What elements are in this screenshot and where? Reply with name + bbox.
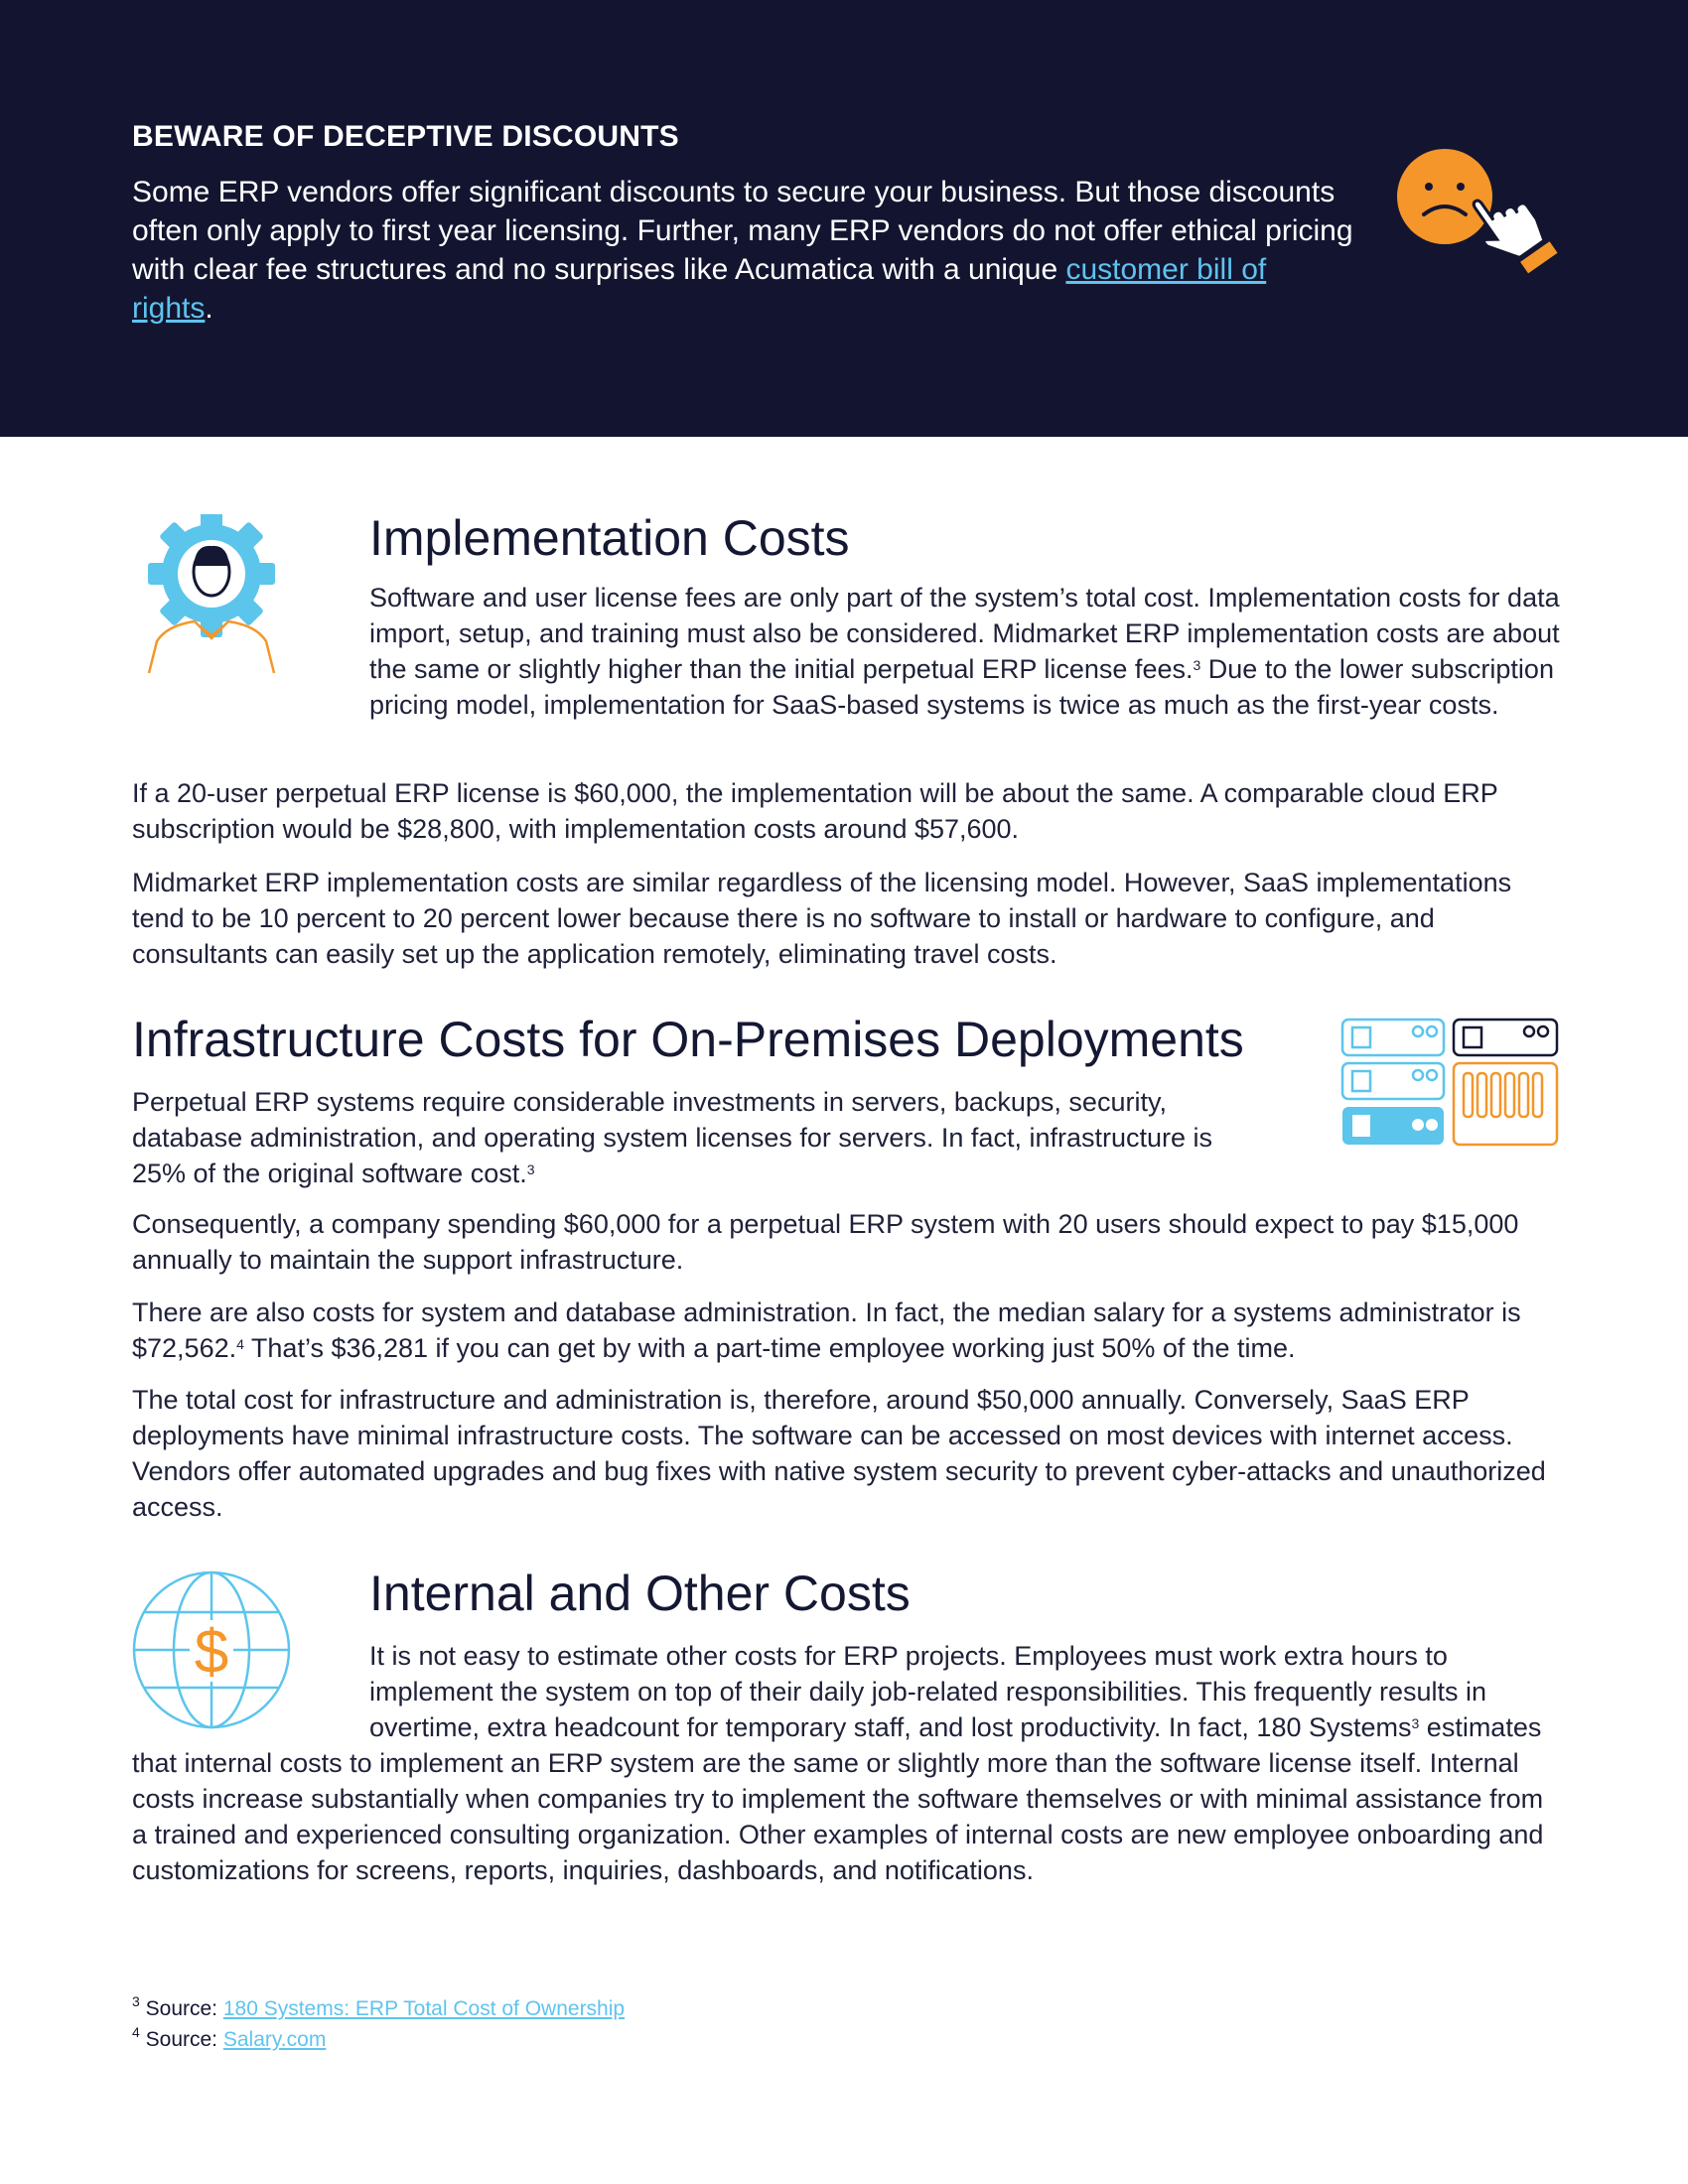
- banner-body: Some ERP vendors offer significant discounts to secure your business. But those discounts often only apply to first year licensing. Further, many ERP vendors do not offer ethical pricing with clear fee structures and no surprises like Acumatica with a unique: [132, 176, 1353, 286]
- infrastructure-p3-text: There are also costs for system and database administration. In fact, the median salary for a systems administrator is $72,562.: [132, 1297, 1521, 1363]
- footnote-label: Source:: [139, 2028, 223, 2051]
- footnote-ref: 4: [236, 1336, 244, 1352]
- infrastructure-p3-text-2: That’s $36,281 if you can get by with a part-time employee working just 50% of the time.: [243, 1333, 1296, 1363]
- banner-trailing: .: [205, 292, 213, 325]
- gear-person-icon: [137, 514, 286, 678]
- internal-paragraph: [132, 1638, 1562, 1888]
- customer-bill-of-rights-link[interactable]: customer bill of rights: [132, 253, 1267, 325]
- implementation-paragraph-2: If a 20-user perpetual ERP license is $60,000, the implementation will be about the same. A comparable cloud ERP subscription would be $28,800, with implementation costs around $57,600.: [132, 778, 1498, 844]
- footnote-3: [132, 1993, 626, 2021]
- footnote-label: Source:: [139, 1997, 223, 2020]
- source-link-180-systems[interactable]: 180 Systems: ERP Total Cost of Ownership: [222, 1997, 626, 2020]
- infrastructure-paragraph-4: The total cost for infrastructure and administration is, therefore, around $50,000 annually. Conversely, SaaS ERP deployments have minimal infrastructure costs. The software can be accessed on most devices with internet access. Vendors offer automated upgrades and bug fixes with native system security to prevent cyber-attacks and unauthorized access.: [132, 1385, 1546, 1522]
- svg-text:$: $: [194, 1618, 229, 1687]
- sad-face-pointer-icon: [1390, 147, 1559, 301]
- footnote-4: [132, 2024, 327, 2052]
- footnote-number: 4: [132, 2024, 140, 2040]
- implementation-paragraph-3: Midmarket ERP implementation costs are similar regardless of the licensing model. However, SaaS implementations tend to be 10 percent to 20 percent lower because there is no software to install or hardware to configure, and consultants can easily set up the application remotely, eliminating travel costs.: [132, 868, 1512, 969]
- footnote-ref: 3: [1193, 657, 1201, 673]
- infrastructure-paragraph-1: [132, 1084, 1244, 1191]
- internal-heading: Internal and Other Costs: [369, 1566, 911, 1621]
- warning-banner: [0, 0, 1688, 437]
- internal-p1-text-2: estimates that internal costs to implement an ERP system are the same or slightly more than the software license itself. Internal costs increase substantially when companies try to implement the software themselves or with minimal assistance from a trained and experienced consulting organization. Other examples of internal costs are new employee onboarding and customizations for screens, reports, inquiries, dashboards, and notifications.: [132, 1712, 1544, 1885]
- infrastructure-heading: Infrastructure Costs for On-Premises Deployments: [132, 1012, 1244, 1067]
- infrastructure-paragraph-2: Consequently, a company spending $60,000 for a perpetual ERP system with 20 users should expect to pay $15,000 annually to maintain the support infrastructure.: [132, 1209, 1519, 1275]
- footnote-ref: 3: [526, 1161, 535, 1177]
- banner-text: [132, 173, 1353, 328]
- footnote-ref: 3: [1411, 1715, 1420, 1731]
- internal-p1-text: It is not easy to estimate other costs for ERP projects. Employees must work extra hours to implement the system on top of their daily job-related responsibilities. This frequently results in overtime, extra headcount for temporary staff, and lost productivity. In fact, 180 Systems: [369, 1641, 1487, 1742]
- implementation-p1-text-2: Due to the lower subscription pricing model, implementation for SaaS-based systems is twice as much as the first-year costs.: [369, 654, 1554, 720]
- server-rack-icon: [1340, 1018, 1559, 1149]
- infrastructure-paragraph-3: [132, 1295, 1562, 1366]
- infrastructure-p1-text: Perpetual ERP systems require considerable investments in servers, backups, security, database administration, and operating system licenses for servers. In fact, infrastructure is 25% of the original software cost.: [132, 1087, 1213, 1188]
- banner-title: BEWARE OF DECEPTIVE DISCOUNTS: [132, 120, 679, 153]
- source-link-salary[interactable]: Salary.com: [222, 2028, 327, 2051]
- implementation-heading: Implementation Costs: [369, 510, 850, 566]
- footnote-number: 3: [132, 1993, 140, 2009]
- implementation-paragraph-1: [369, 580, 1561, 723]
- implementation-p1-text: Software and user license fees are only part of the system’s total cost. Implementation costs for data import, setup, and training must also be considered. Midmarket ERP implementation costs are about the same or slightly higher than the initial perpetual ERP license fees.: [369, 583, 1560, 684]
